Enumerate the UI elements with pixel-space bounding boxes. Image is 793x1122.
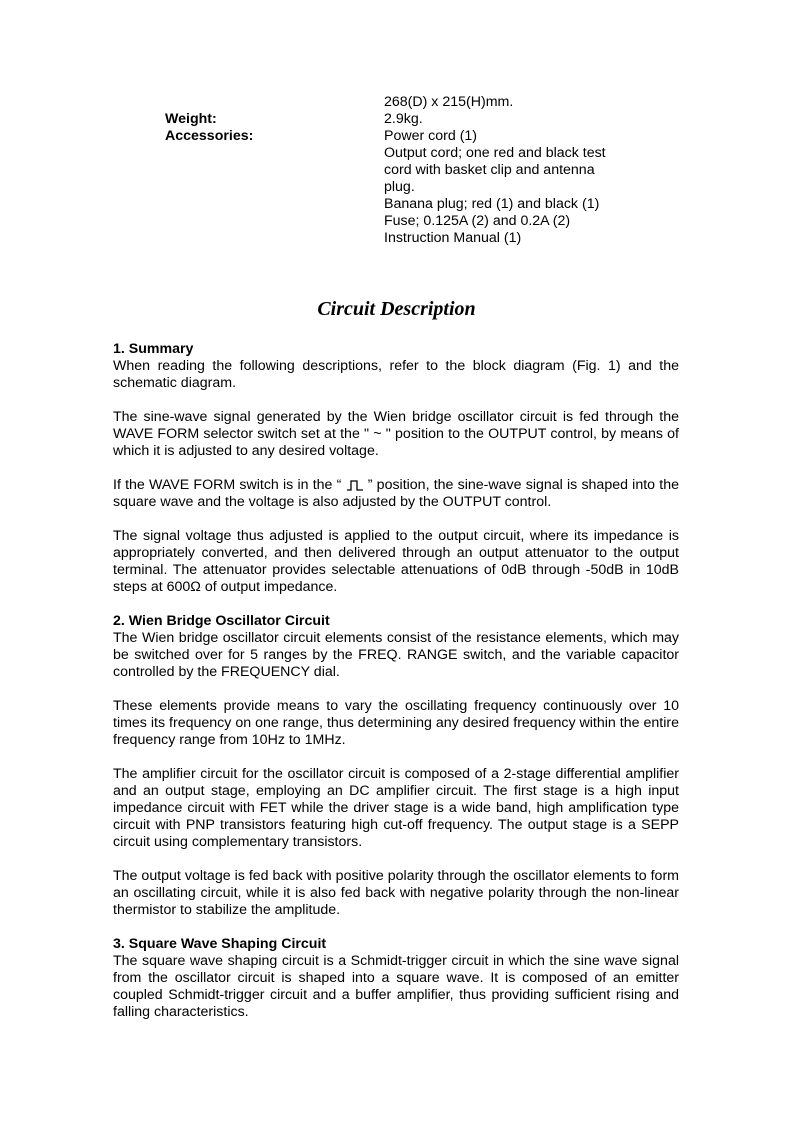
spec-values-dimensions	[384, 94, 625, 111]
dimensions-value: 268(D) x 215(H)mm.	[384, 94, 514, 110]
spec-label-empty	[165, 94, 384, 111]
spec-row-accessories	[165, 128, 625, 247]
wien-paragraph-3: The amplifier circuit for the oscillator circuit is composed of a 2-stage differential amplifier and an output stage, employing an DC amplifier circuit. The first stage is a high input impedance circuit with FET while the driver stage is a wide band, high amplification type circuit with PNP transistors featuring high cut-off frequency. The output stage is a SEPP circuit using complementary transistors.	[113, 766, 679, 850]
wien-paragraph-2: These elements provide means to vary the oscillating frequency continuously over 10 times its frequency on one range, thus determining any desired frequency within the entire frequency range from 10Hz to 1MHz.	[113, 698, 679, 748]
wien-heading: 2. Wien Bridge Oscillator Circuit	[113, 613, 330, 629]
spec-values-weight	[384, 111, 625, 128]
square-wave-icon	[346, 479, 364, 491]
summary-paragraph-4: The signal voltage thus adjusted is applied to the output circuit, where its impedance is appropriately converted, and then delivered through an output attenuator to the output terminal. The attenuator provides selectable attenuations of 0dB through -50dB in 10dB steps at 600Ω of output impedance.	[113, 528, 679, 595]
accessories-label: Accessories:	[165, 128, 254, 144]
accessory-item: plug.	[384, 179, 415, 195]
weight-value: 2.9kg.	[384, 111, 423, 127]
wien-paragraph-1: The Wien bridge oscillator circuit elements consist of the resistance elements, which may be switched over for 5 ranges by the FREQ. RANGE switch, and the variable capacitor controlled by the FREQUENCY dial.	[113, 630, 679, 680]
summary-paragraph-2: The sine-wave signal generated by the Wien bridge oscillator circuit is fed through the WAVE FORM selector switch set at the " ~ " position to the OUTPUT control, by means of which it is adjusted to any desired voltage.	[113, 409, 679, 459]
accessory-item: Banana plug; red (1) and black (1)	[384, 196, 600, 212]
spec-row-weight	[165, 111, 625, 128]
summary-heading: 1. Summary	[113, 341, 194, 357]
square-heading: 3. Square Wave Shaping Circuit	[113, 936, 327, 952]
weight-label: Weight:	[165, 111, 217, 127]
summary-paragraph-3	[113, 477, 679, 511]
summary-paragraph-1: When reading the following descriptions, refer to the block diagram (Fig. 1) and the schematic diagram.	[113, 358, 679, 391]
accessory-item: Fuse; 0.125A (2) and 0.2A (2)	[384, 213, 571, 229]
specifications-table	[165, 94, 625, 247]
accessories-list	[384, 128, 625, 247]
section-title: Circuit Description	[317, 298, 476, 320]
wien-paragraph-4: The output voltage is fed back with positive polarity through the oscillator elements to form an oscillating circuit, while it is also fed back with negative polarity through the non-linear thermistor to stabilize the amplitude.	[113, 868, 679, 918]
summary-paragraph-3-start: If the WAVE FORM switch is in the “	[113, 477, 346, 493]
spec-row-dimensions	[165, 94, 625, 111]
summary-paragraph-3-end: ” position, the sine-wave signal is shaped into the square wave and the voltage is also adjusted by the OUTPUT control.	[113, 477, 679, 510]
square-paragraph-1: The square wave shaping circuit is a Schmidt-trigger circuit in which the sine wave signal from the oscillator circuit is shaped into a square wave. It is composed of an emitter coupled Schmidt-trigger circuit and a buffer amplifier, thus providing sufficient rising and falling characteristics.	[113, 953, 679, 1020]
accessory-item: Power cord (1)	[384, 128, 478, 144]
accessory-item: Instruction Manual (1)	[384, 230, 522, 246]
accessory-item: cord with basket clip and antenna	[384, 162, 595, 178]
accessory-item: Output cord; one red and black test	[384, 145, 606, 161]
body-content	[113, 341, 679, 1038]
